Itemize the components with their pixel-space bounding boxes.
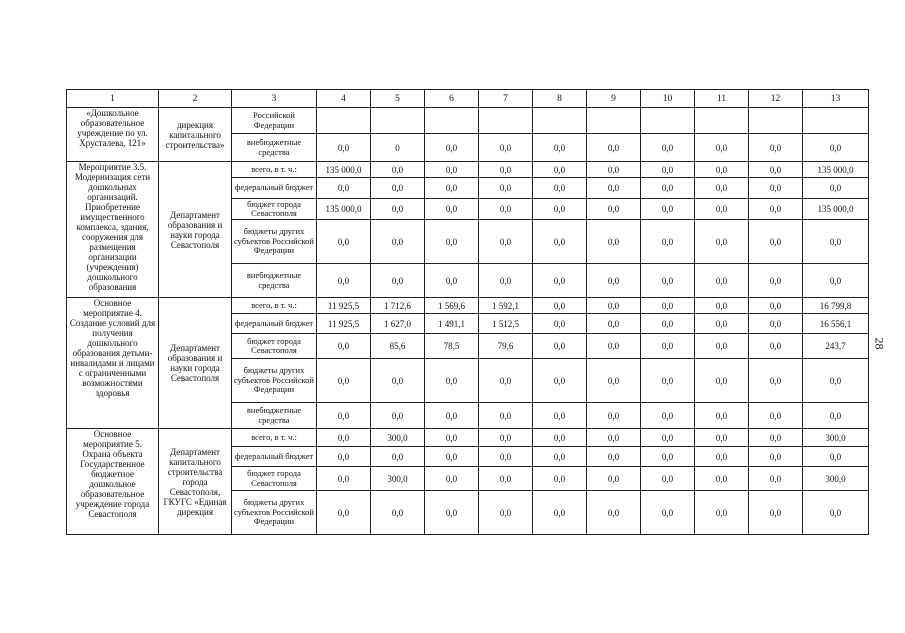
- value-cell: 79,6: [479, 334, 533, 359]
- value-cell: [749, 108, 803, 134]
- funding-source-cell: бюджет города Севастополя: [232, 467, 317, 491]
- value-cell: 0,0: [479, 199, 533, 220]
- value-cell: 0,0: [695, 429, 749, 447]
- value-cell: 0,0: [479, 447, 533, 467]
- value-cell: 0,0: [425, 264, 479, 298]
- value-cell: 0,0: [425, 359, 479, 403]
- value-cell: 0,0: [425, 178, 479, 199]
- value-cell: 0,0: [695, 467, 749, 491]
- value-cell: 0,0: [533, 447, 587, 467]
- value-cell: 78,5: [425, 334, 479, 359]
- value-cell: 0,0: [695, 359, 749, 403]
- value-cell: 1 712,6: [371, 298, 425, 314]
- value-cell: 0,0: [641, 264, 695, 298]
- value-cell: 0,0: [641, 447, 695, 467]
- value-cell: [425, 108, 479, 134]
- value-cell: [695, 108, 749, 134]
- value-cell: 0,0: [479, 264, 533, 298]
- value-cell: 0,0: [749, 403, 803, 429]
- value-cell: 0,0: [533, 178, 587, 199]
- value-cell: 0,0: [695, 298, 749, 314]
- value-cell: 0,0: [479, 429, 533, 447]
- value-cell: 0,0: [533, 467, 587, 491]
- value-cell: 0,0: [749, 298, 803, 314]
- header-cell: 7: [479, 90, 533, 108]
- value-cell: 0,0: [803, 403, 869, 429]
- value-cell: 0,0: [803, 491, 869, 535]
- funding-source-cell: всего, в т. ч.:: [232, 162, 317, 178]
- table-row: [67, 429, 869, 447]
- value-cell: [533, 108, 587, 134]
- value-cell: 0,0: [803, 447, 869, 467]
- value-cell: 0,0: [803, 264, 869, 298]
- value-cell: 0,0: [587, 359, 641, 403]
- measure-cell: «Дошкольное образовательное учреждение по ул. Хрусталева, 121»: [67, 108, 159, 162]
- value-cell: 0,0: [425, 467, 479, 491]
- value-cell: 0,0: [641, 467, 695, 491]
- value-cell: 0,0: [371, 403, 425, 429]
- value-cell: 0,0: [425, 134, 479, 162]
- value-cell: 0,0: [371, 491, 425, 535]
- value-cell: 0,0: [749, 359, 803, 403]
- value-cell: 0,0: [425, 220, 479, 264]
- funding-source-cell: всего, в т. ч.:: [232, 429, 317, 447]
- value-cell: 0,0: [749, 220, 803, 264]
- value-cell: 0,0: [587, 134, 641, 162]
- value-cell: 0,0: [695, 447, 749, 467]
- executor-cell: дирекция капитального строительства»: [159, 108, 232, 162]
- value-cell: 243,7: [803, 334, 869, 359]
- executor-cell: Департамент образования и науки города Севастополя: [159, 298, 232, 429]
- value-cell: 0,0: [641, 134, 695, 162]
- funding-source-cell: бюджет города Севастополя: [232, 199, 317, 220]
- value-cell: 0,0: [317, 220, 371, 264]
- value-cell: 0,0: [479, 220, 533, 264]
- header-cell: 12: [749, 90, 803, 108]
- value-cell: 1 627,0: [371, 314, 425, 334]
- value-cell: 0,0: [425, 491, 479, 535]
- value-cell: 0,0: [371, 359, 425, 403]
- value-cell: 135 000,0: [317, 199, 371, 220]
- value-cell: 0,0: [479, 467, 533, 491]
- funding-source-cell: федеральный бюджет: [232, 314, 317, 334]
- header-cell: 11: [695, 90, 749, 108]
- value-cell: 1 512,5: [479, 314, 533, 334]
- value-cell: 0,0: [587, 314, 641, 334]
- value-cell: 0,0: [317, 429, 371, 447]
- value-cell: 0,0: [317, 403, 371, 429]
- value-cell: 0,0: [317, 334, 371, 359]
- value-cell: 0,0: [641, 162, 695, 178]
- value-cell: 0,0: [587, 429, 641, 447]
- value-cell: 0,0: [641, 334, 695, 359]
- measure-cell: Мероприятие 3.5. Модернизация сети дошкольных организаций. Приобретение имущественного комплекса, здания, сооружения для размещения организации (учреждения) дошкольного образования: [67, 162, 159, 298]
- value-cell: 0,0: [533, 491, 587, 535]
- funding-source-cell: федеральный бюджет: [232, 447, 317, 467]
- funding-source-cell: бюджет города Севастополя: [232, 334, 317, 359]
- value-cell: 0,0: [803, 359, 869, 403]
- value-cell: 300,0: [371, 467, 425, 491]
- value-cell: 16 799,8: [803, 298, 869, 314]
- funding-source-cell: внебюджетные средства: [232, 264, 317, 298]
- value-cell: 0,0: [641, 429, 695, 447]
- value-cell: 0,0: [371, 162, 425, 178]
- value-cell: 16 556,1: [803, 314, 869, 334]
- value-cell: 0,0: [479, 359, 533, 403]
- funding-source-cell: внебюджетные средства: [232, 134, 317, 162]
- value-cell: 0,0: [533, 429, 587, 447]
- value-cell: 0,0: [479, 134, 533, 162]
- value-cell: 0,0: [317, 264, 371, 298]
- value-cell: 0,0: [695, 162, 749, 178]
- value-cell: 0,0: [317, 447, 371, 467]
- value-cell: 0,0: [749, 264, 803, 298]
- value-cell: 0,0: [749, 467, 803, 491]
- value-cell: 135 000,0: [317, 162, 371, 178]
- value-cell: 11 925,5: [317, 298, 371, 314]
- funding-source-cell: всего, в т. ч.:: [232, 298, 317, 314]
- value-cell: 0,0: [425, 162, 479, 178]
- funding-source-cell: Российской Федерации: [232, 108, 317, 134]
- funding-source-cell: бюджеты других субъектов Российской Федерации: [232, 359, 317, 403]
- value-cell: 0,0: [425, 447, 479, 467]
- header-cell: 5: [371, 90, 425, 108]
- value-cell: 0,0: [317, 178, 371, 199]
- value-cell: 0,0: [533, 403, 587, 429]
- value-cell: 0,0: [533, 199, 587, 220]
- value-cell: 0,0: [317, 467, 371, 491]
- value-cell: 0,0: [371, 178, 425, 199]
- value-cell: [371, 108, 425, 134]
- value-cell: 0,0: [317, 134, 371, 162]
- value-cell: 0,0: [695, 220, 749, 264]
- value-cell: 0,0: [533, 314, 587, 334]
- value-cell: 0,0: [641, 178, 695, 199]
- value-cell: 0,0: [587, 447, 641, 467]
- value-cell: 0,0: [371, 447, 425, 467]
- value-cell: 0,0: [371, 220, 425, 264]
- value-cell: 1 569,6: [425, 298, 479, 314]
- header-cell: 9: [587, 90, 641, 108]
- value-cell: 0,0: [803, 134, 869, 162]
- value-cell: 0,0: [695, 491, 749, 535]
- value-cell: 0,0: [587, 467, 641, 491]
- header-cell: 3: [232, 90, 317, 108]
- header-cell: 2: [159, 90, 232, 108]
- value-cell: [803, 108, 869, 134]
- value-cell: 0,0: [533, 334, 587, 359]
- value-cell: 300,0: [803, 467, 869, 491]
- value-cell: 0,0: [749, 314, 803, 334]
- value-cell: 0,0: [587, 178, 641, 199]
- value-cell: 1 491,1: [425, 314, 479, 334]
- value-cell: 0,0: [749, 447, 803, 467]
- header-cell: 13: [803, 90, 869, 108]
- value-cell: 85,6: [371, 334, 425, 359]
- value-cell: 0,0: [533, 298, 587, 314]
- value-cell: 0,0: [479, 491, 533, 535]
- value-cell: 0,0: [425, 199, 479, 220]
- value-cell: 0,0: [587, 491, 641, 535]
- value-cell: 0,0: [803, 178, 869, 199]
- value-cell: 0,0: [479, 162, 533, 178]
- value-cell: 0,0: [371, 264, 425, 298]
- funding-source-cell: федеральный бюджет: [232, 178, 317, 199]
- value-cell: 135 000,0: [803, 199, 869, 220]
- value-cell: 11 925,5: [317, 314, 371, 334]
- value-cell: 0,0: [587, 264, 641, 298]
- value-cell: 0,0: [695, 134, 749, 162]
- value-cell: [587, 108, 641, 134]
- executor-cell: Департамент капитального строительства города Севастополя, ГКУГС «Единая дирекция: [159, 429, 232, 535]
- header-cell: 10: [641, 90, 695, 108]
- value-cell: 0,0: [587, 220, 641, 264]
- value-cell: 0,0: [587, 298, 641, 314]
- value-cell: 0,0: [641, 491, 695, 535]
- value-cell: 300,0: [803, 429, 869, 447]
- measure-cell: Основное мероприятие 5. Охрана объекта Государственное бюджетное дошкольное образовательное учреждение города Севастополя: [67, 429, 159, 535]
- table-row: [67, 108, 869, 134]
- value-cell: 0,0: [695, 264, 749, 298]
- value-cell: 0,0: [533, 264, 587, 298]
- value-cell: 0,0: [749, 162, 803, 178]
- value-cell: 0,0: [749, 134, 803, 162]
- value-cell: 0,0: [587, 199, 641, 220]
- value-cell: 0: [371, 134, 425, 162]
- value-cell: 0,0: [317, 359, 371, 403]
- value-cell: 0,0: [749, 334, 803, 359]
- value-cell: 0,0: [695, 403, 749, 429]
- header-cell: 4: [317, 90, 371, 108]
- funding-source-cell: бюджеты других субъектов Российской Федерации: [232, 491, 317, 535]
- value-cell: 0,0: [695, 334, 749, 359]
- value-cell: 0,0: [641, 403, 695, 429]
- value-cell: 0,0: [317, 491, 371, 535]
- value-cell: 0,0: [479, 403, 533, 429]
- value-cell: 0,0: [533, 162, 587, 178]
- value-cell: 1 592,1: [479, 298, 533, 314]
- budget-table: [66, 89, 869, 535]
- value-cell: 0,0: [533, 359, 587, 403]
- funding-source-cell: бюджеты других субъектов Российской Федерации: [232, 220, 317, 264]
- value-cell: 0,0: [425, 403, 479, 429]
- funding-source-cell: внебюджетные средства: [232, 403, 317, 429]
- value-cell: 0,0: [749, 199, 803, 220]
- value-cell: 0,0: [803, 220, 869, 264]
- value-cell: 0,0: [749, 178, 803, 199]
- value-cell: 0,0: [695, 199, 749, 220]
- value-cell: 0,0: [641, 220, 695, 264]
- page-number: 28: [872, 337, 887, 350]
- value-cell: 0,0: [641, 298, 695, 314]
- value-cell: 0,0: [587, 334, 641, 359]
- value-cell: 300,0: [371, 429, 425, 447]
- header-cell: 1: [67, 90, 159, 108]
- value-cell: 0,0: [587, 162, 641, 178]
- executor-cell: Департамент образования и науки города Севастополя: [159, 162, 232, 298]
- value-cell: 0,0: [695, 178, 749, 199]
- value-cell: 0,0: [533, 220, 587, 264]
- value-cell: 0,0: [695, 314, 749, 334]
- table-row: [67, 298, 869, 314]
- value-cell: [317, 108, 371, 134]
- value-cell: 0,0: [641, 199, 695, 220]
- value-cell: 0,0: [533, 134, 587, 162]
- value-cell: 0,0: [749, 429, 803, 447]
- value-cell: 0,0: [749, 491, 803, 535]
- value-cell: 0,0: [425, 429, 479, 447]
- header-row: [67, 90, 869, 108]
- header-cell: 8: [533, 90, 587, 108]
- value-cell: 0,0: [641, 314, 695, 334]
- value-cell: 0,0: [371, 199, 425, 220]
- value-cell: 0,0: [641, 359, 695, 403]
- value-cell: [641, 108, 695, 134]
- value-cell: 0,0: [479, 178, 533, 199]
- table-row: [67, 162, 869, 178]
- measure-cell: Основное мероприятие 4. Создание условий для получения дошкольного образования детьми-инвалидами и лицами с ограниченными возможностями здоровья: [67, 298, 159, 429]
- value-cell: 0,0: [587, 403, 641, 429]
- header-cell: 6: [425, 90, 479, 108]
- value-cell: [479, 108, 533, 134]
- value-cell: 135 000,0: [803, 162, 869, 178]
